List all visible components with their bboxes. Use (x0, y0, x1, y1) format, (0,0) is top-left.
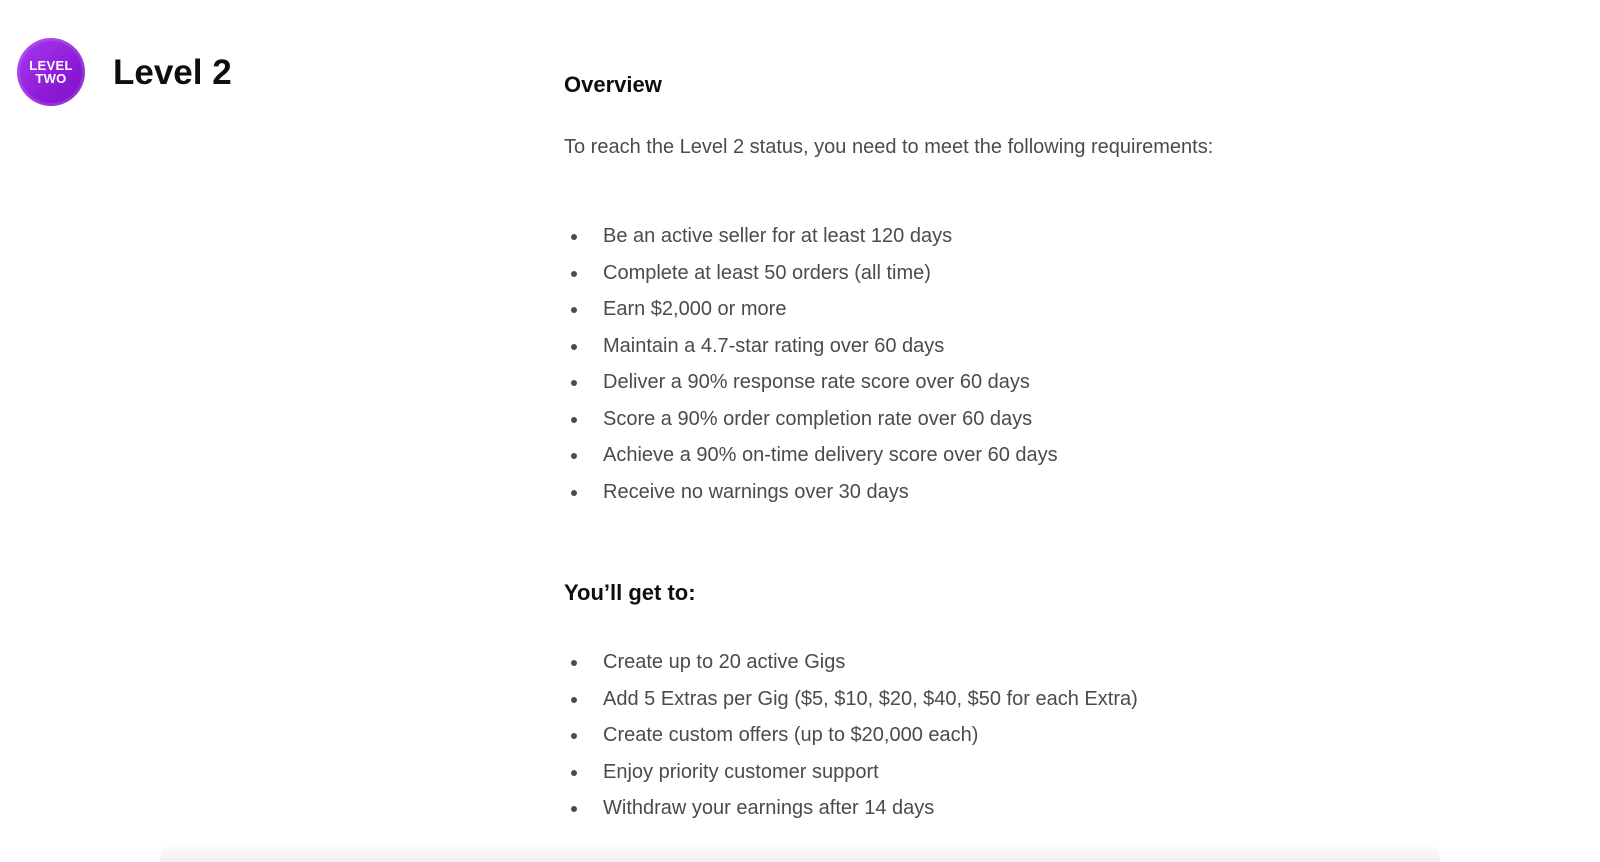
list-item: Complete at least 50 orders (all time) (564, 255, 1524, 292)
bottom-shadow-divider (160, 840, 1440, 862)
list-item: Withdraw your earnings after 14 days (564, 790, 1524, 827)
list-item: Enjoy priority customer support (564, 754, 1524, 791)
list-item: Receive no warnings over 30 days (564, 474, 1524, 511)
level-header (17, 38, 232, 106)
list-item: Score a 90% order completion rate over 60 days (564, 401, 1524, 438)
list-item: Achieve a 90% on-time delivery score over 60 days (564, 437, 1524, 474)
perks-heading: You’ll get to: (564, 580, 696, 605)
badge-line-2: TWO (35, 71, 67, 86)
perks-list (564, 644, 1524, 827)
list-item: Add 5 Extras per Gig ($5, $10, $20, $40, $50 for each Extra) (564, 681, 1524, 718)
badge-line-1: LEVEL (29, 58, 73, 73)
level-title: Level 2 (113, 52, 232, 92)
level-details (564, 70, 1524, 827)
list-item: Create custom offers (up to $20,000 each) (564, 717, 1524, 754)
list-item: Be an active seller for at least 120 days (564, 218, 1524, 255)
list-item: Deliver a 90% response rate score over 60 days (564, 364, 1524, 401)
list-item: Maintain a 4.7-star rating over 60 days (564, 328, 1524, 365)
level-two-badge-icon (17, 38, 85, 106)
overview-heading: Overview (564, 72, 662, 97)
list-item: Create up to 20 active Gigs (564, 644, 1524, 681)
overview-intro: To reach the Level 2 status, you need to meet the following requirements: (564, 136, 1214, 158)
list-item: Earn $2,000 or more (564, 291, 1524, 328)
requirements-list (564, 218, 1524, 510)
